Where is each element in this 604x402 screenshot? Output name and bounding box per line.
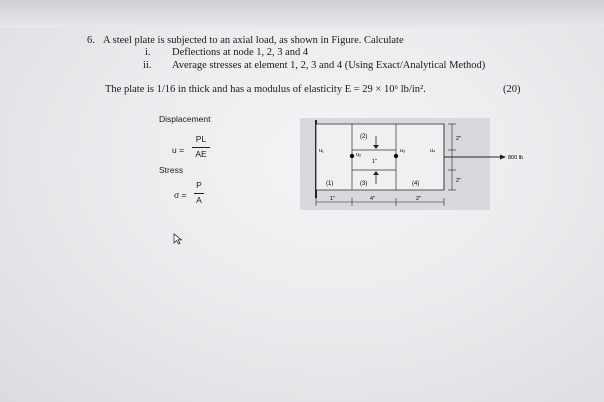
- plate-outline: [316, 124, 444, 190]
- element-label: (2): [360, 134, 368, 140]
- stress-lhs: σ =: [174, 190, 187, 200]
- dim-label: 1": [330, 196, 336, 202]
- plate-figure: [300, 118, 550, 213]
- element-label: (4): [412, 181, 420, 187]
- plate-properties: The plate is 1/16 in thick and has a modulus of elasticity E = 29 × 10⁶ lb/in².: [105, 84, 426, 95]
- dim-label: 2": [456, 178, 462, 184]
- marks: (20): [503, 84, 521, 95]
- stress-denominator: A: [196, 195, 202, 205]
- stress-label: Stress: [159, 165, 184, 175]
- fraction-bar: [192, 147, 210, 148]
- mouse-cursor-icon: [173, 233, 183, 245]
- dim-label: 1": [372, 159, 378, 165]
- node-label: u₄: [430, 148, 436, 154]
- dim-label: 2": [456, 136, 462, 142]
- item-number: ii.: [143, 60, 152, 71]
- arrow-head: [500, 155, 506, 160]
- displacement-numerator: PL: [195, 134, 207, 144]
- item-text: Average stresses at element 1, 2, 3 and 4 (Using Exact/Analytical Method): [172, 60, 486, 71]
- element-label: (1): [326, 181, 334, 187]
- node-label: u₃: [400, 148, 406, 154]
- element-label: (3): [360, 181, 368, 187]
- load-label: 800 lb: [508, 155, 523, 161]
- stress-numerator: P: [196, 180, 202, 190]
- node-dot: [394, 154, 398, 158]
- item-text: Deflections at node 1, 2, 3 and 4: [172, 47, 309, 58]
- question-number: 6.: [87, 35, 95, 46]
- displacement-lhs: u =: [172, 145, 185, 155]
- fraction-bar: [194, 193, 204, 194]
- node-dot: [350, 154, 354, 158]
- dim-label: 2": [416, 196, 422, 202]
- displacement-denominator: AE: [195, 149, 207, 159]
- item-number: i.: [145, 47, 151, 58]
- node-label: u₂: [356, 152, 362, 158]
- node-label: u₁: [319, 148, 324, 154]
- displacement-label: Displacement: [159, 114, 211, 124]
- question-text: A steel plate is subjected to an axial load, as shown in Figure. Calculate: [103, 35, 404, 46]
- dim-label: 4": [370, 196, 376, 202]
